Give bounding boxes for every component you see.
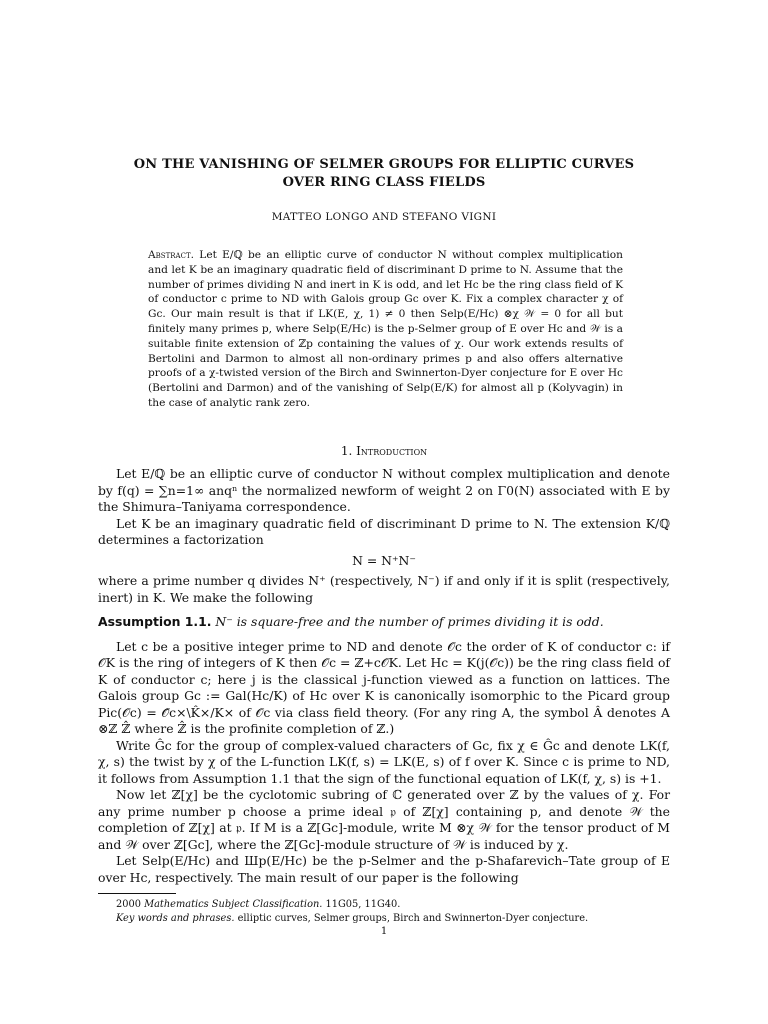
- title-line-1: ON THE VANISHING OF SELMER GROUPS FOR ELLIPTIC CURVES: [133, 157, 635, 172]
- paper-title: [100, 156, 668, 192]
- authors: MATTEO LONGO AND STEFANO VIGNI: [271, 211, 497, 223]
- footnote-kw-label: Key words and phrases.: [116, 913, 235, 924]
- assumption: [98, 614, 670, 631]
- display-equation: N = N⁺N⁻: [352, 552, 416, 568]
- footnote-msc-value: 11G05, 11G40.: [325, 899, 401, 910]
- paragraph-2: Let K be an imaginary quadratic field of discriminant D prime to N. The extension K/ℚ determines a factorization: [98, 515, 670, 547]
- footnote-msc: [116, 898, 676, 912]
- abstract-label: Abstract.: [148, 249, 194, 261]
- paragraph-3: where a prime number q divides N⁺ (respectively, N⁻) if and only if it is split (respectively, inert) in K. We make the following: [98, 573, 670, 605]
- section-title: Introduction: [356, 444, 428, 458]
- abstract: [148, 248, 623, 411]
- paragraph-1: Let E/ℚ be an elliptic curve of conductor N without complex multiplication and denote by f(q) = ∑n=1∞ anqⁿ the normalized newform of weight 2 on Γ0(N) associated with E by the Shimura–Taniyama correspondence.: [98, 466, 670, 514]
- paragraph-5: Write Ĝc for the group of complex-valued characters of Gc, fix χ ∈ Ĝc and denote LK(f, χ, s) the twist by χ of the L-function LK(f, s) = LK(E, s) of f over K. Since c is prime to ND, it follows from Assumption 1.1 that the sign of the functional equation of LK(f, χ, s) is +1.: [98, 737, 670, 786]
- body-text: [98, 466, 670, 886]
- abstract-text: Let E/ℚ be an elliptic curve of conductor N without complex multiplication and let K be an imaginary quadratic field of discriminant D prime to N. Assume that the number of primes dividing N and inert in K is odd, and let Hc be the ring class field of K of conductor c prime to ND with Galois group Gc over K. Fix a complex character χ of Gc. Our main result is that if LK(E, χ, 1) ≠ 0 then Selp(E/Hc) ⊗χ 𝒲 = 0 for all but finitely many primes p, where Selp(E/Hc) is the p-Selmer group of E over Hc and 𝒲 is a suitable finite extension of ℤp containing the values of χ. Our work extends results of Bertolini and Darmon to almost all non-ordinary primes p and also offers alternative proofs of a χ-twisted version of the Birch and Swinnerton-Dyer conjecture for E over Hc (Bertolini and Darmon) and of the vanishing of Selp(E/K) for almost all p (Kolyvagin) in the case of analytic rank zero.: [148, 249, 624, 409]
- section-heading: [100, 444, 668, 458]
- paragraph-6: Now let ℤ[χ] be the cyclotomic subring of ℂ generated over ℤ by the values of χ. For any prime number p choose a prime ideal 𝔭 of ℤ[χ] containing p, and denote 𝒲 the completion of ℤ[χ] at 𝔭. If M is a ℤ[Gc]-module, write M ⊗χ 𝒲 for the tensor product of M and 𝒲 over ℤ[Gc], where the ℤ[Gc]-module structure of 𝒲 is induced by χ.: [98, 787, 670, 852]
- footnote-kw-value: elliptic curves, Selmer groups, Birch and Swinnerton-Dyer conjecture.: [237, 913, 589, 924]
- footnote-rule: [98, 893, 176, 894]
- paragraph-4: Let c be a positive integer prime to ND and denote 𝒪c the order of K of conductor c: if 𝒪K is the ring of integers of K then 𝒪c = ℤ+c𝒪K. Let Hc = K(j(𝒪c)) be the ring class field of K of conductor c; here j is the classical j-function viewed as a function on lattices. The Galois group Gc := Gal(Hc/K) of Hc over K is canonically isomorphic to the Picard group Pic(𝒪c) = 𝒪̂c×\K̂×/K× of 𝒪c via class field theory. (For any ring A, the symbol Â denotes A ⊗ℤ ℤ̂ where ℤ̂ is the profinite completion of ℤ.): [98, 638, 670, 736]
- footnote-msc-label: Mathematics Subject Classification.: [144, 899, 323, 910]
- assumption-label: Assumption 1.1.: [98, 614, 212, 629]
- page-number: 1: [380, 926, 388, 937]
- footnote-year: 2000: [116, 899, 141, 910]
- section-number: 1.: [340, 444, 353, 458]
- title-line-2: OVER RING CLASS FIELDS: [282, 175, 486, 190]
- paragraph-7: Let Selp(E/Hc) and Шp(E/Hc) be the p-Selmer and the p-Shafarevich–Tate group of E over Hc, respectively. The main result of our paper is the following: [98, 853, 670, 885]
- assumption-text: N⁻ is square-free and the number of primes dividing it is odd.: [215, 614, 604, 629]
- footnote: [116, 898, 676, 926]
- footnote-keywords: [116, 912, 676, 926]
